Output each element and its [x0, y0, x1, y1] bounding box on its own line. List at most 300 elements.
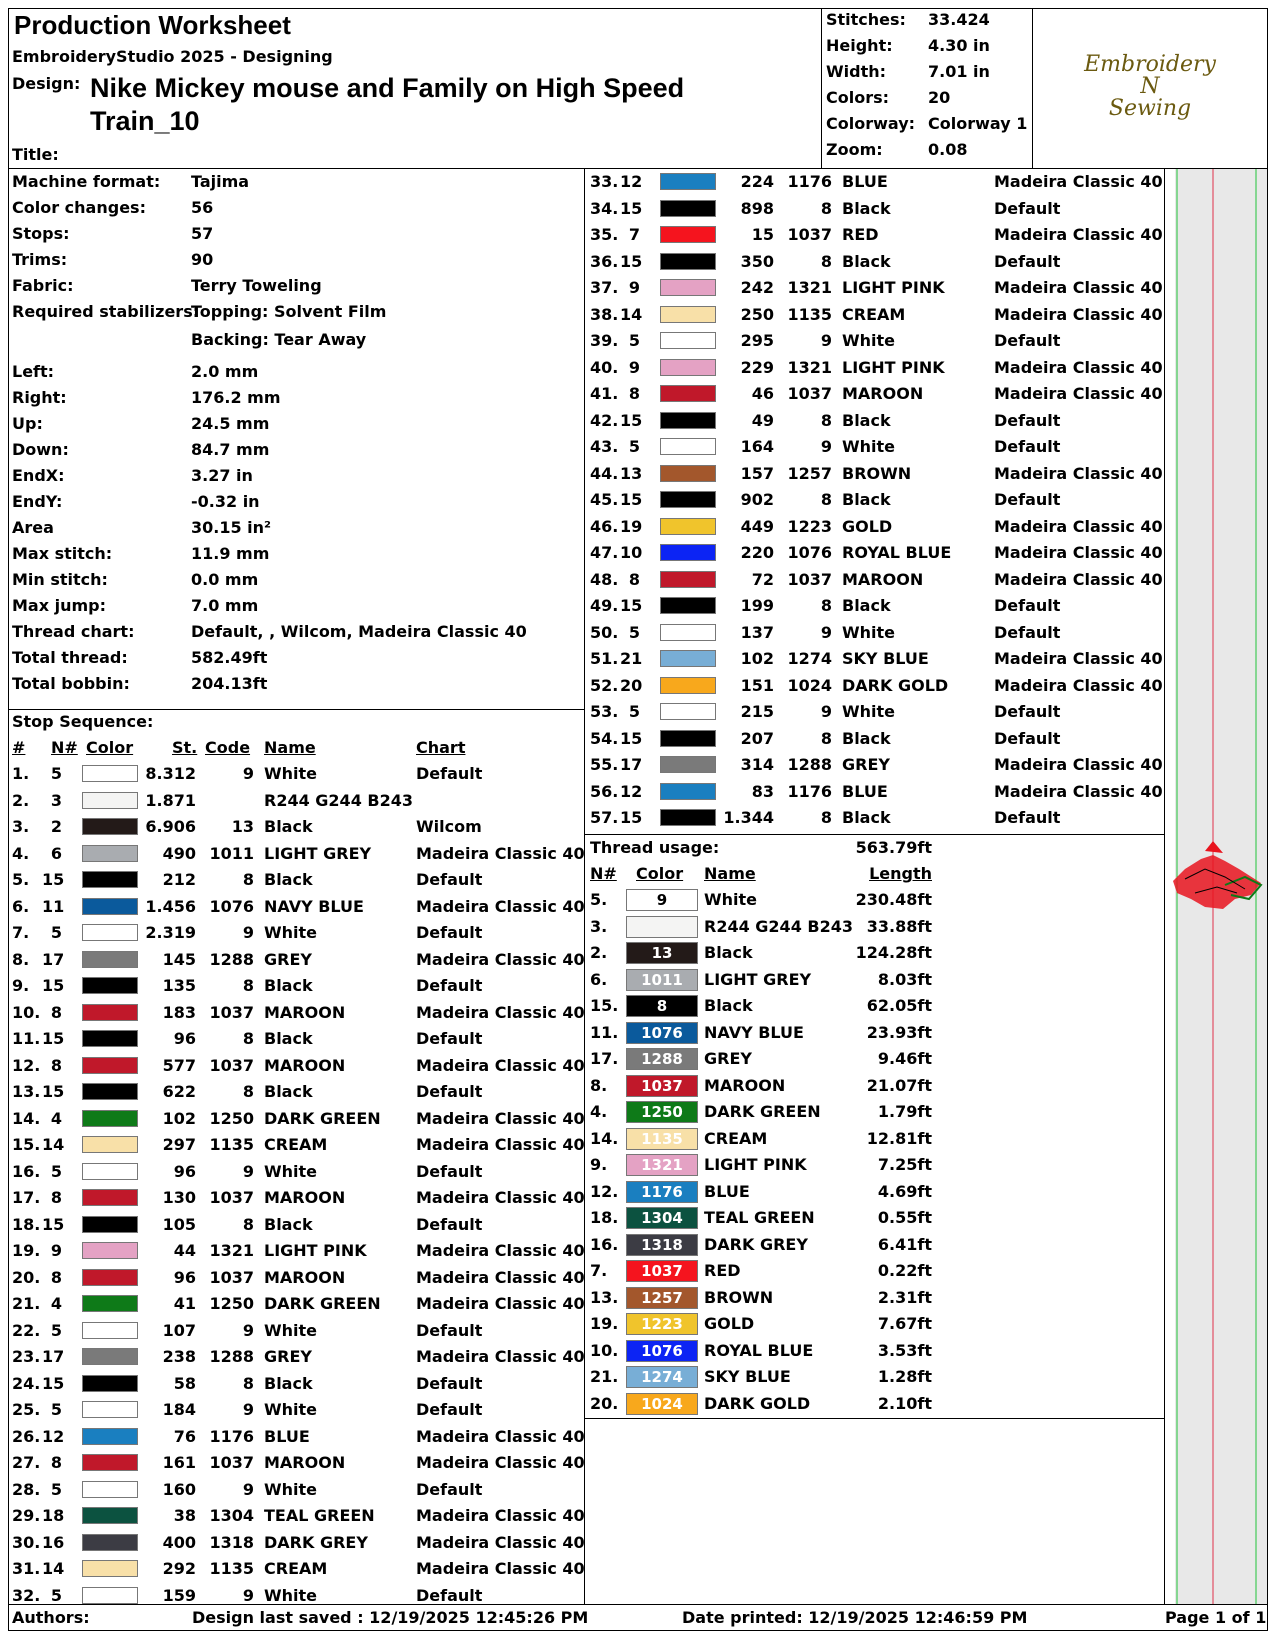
thread-color-swatch: 1321	[626, 1154, 698, 1176]
stat-value: Colorway 1	[928, 114, 1028, 133]
thread-color-swatch: 1076	[626, 1022, 698, 1044]
stop-color-swatch	[82, 1269, 138, 1286]
stop-stitches: 157	[740, 463, 774, 483]
stop-color-swatch	[82, 1189, 138, 1206]
stop-color-swatch	[82, 951, 138, 968]
thread-needle: 14.	[590, 1128, 619, 1148]
stop-needle: 17	[42, 1347, 65, 1366]
stop-name: GREY	[264, 1347, 312, 1366]
stop-stitches: 1.871	[145, 790, 196, 810]
stop-code: 1250	[209, 1294, 254, 1313]
stop-stitches: 145	[162, 949, 196, 969]
stop-number: 57.	[590, 808, 619, 827]
stop-chart: Default	[994, 728, 1061, 748]
stop-needle: 17	[42, 949, 65, 969]
stop-needle: 15	[620, 410, 643, 430]
stop-code: 8	[242, 1082, 254, 1101]
info-value: 2.0 mm	[191, 362, 259, 381]
date-printed: Date printed: 12/19/2025 12:46:59 PM	[682, 1608, 1028, 1627]
stop-color-swatch	[660, 624, 716, 641]
stop-needle: 14	[620, 304, 643, 324]
info-value: Default, , Wilcom, Madeira Classic 40	[191, 622, 527, 641]
stop-code: 1304	[209, 1506, 254, 1525]
stop-needle: 9	[628, 278, 640, 297]
stop-number: 3.	[12, 817, 30, 836]
stop-stitches: 898	[740, 198, 774, 218]
stop-name: LIGHT PINK	[842, 278, 945, 297]
info-label: Required stabilizers:	[12, 302, 200, 321]
stop-name: White	[842, 702, 896, 721]
stop-code: 1037	[209, 1002, 254, 1022]
stop-color-swatch	[82, 1163, 138, 1180]
stop-stitches: 490	[162, 843, 196, 863]
stop-name: Black	[842, 198, 891, 218]
stop-color-swatch	[82, 977, 138, 994]
stop-stitches: 96	[173, 1161, 196, 1181]
stop-chart: Madeira Classic 40	[994, 649, 1163, 668]
stop-name: MAROON	[842, 384, 924, 403]
thread-needle: 19.	[590, 1314, 619, 1333]
stop-code: 8	[820, 490, 832, 509]
stop-color-swatch	[82, 1428, 138, 1445]
stop-needle: 6	[50, 843, 62, 863]
info-label: Down:	[12, 440, 69, 459]
stats-divider-left	[821, 8, 822, 169]
stop-code: 1176	[787, 781, 832, 801]
info-value: 57	[191, 224, 214, 243]
info-label: Up:	[12, 414, 43, 433]
authors-label: Authors:	[12, 1608, 90, 1627]
stop-chart: Default	[994, 410, 1061, 430]
stop-color-swatch	[660, 332, 716, 349]
thread-length: 23.93ft	[866, 1022, 932, 1042]
stop-color-swatch	[660, 703, 716, 720]
stop-chart: Default	[994, 622, 1061, 642]
stop-name: ROYAL BLUE	[842, 543, 952, 562]
stop-color-swatch	[82, 1004, 138, 1021]
info-label: Left:	[12, 362, 55, 381]
stop-color-swatch	[82, 898, 138, 915]
thread-length: 9.46ft	[877, 1049, 932, 1068]
info-label: Stops:	[12, 224, 70, 243]
stop-name: White	[264, 764, 318, 783]
stop-stitches: 1.456	[145, 896, 196, 916]
stop-number: 44.	[590, 463, 619, 483]
stop-color-swatch	[82, 871, 138, 888]
stop-name: DARK GOLD	[842, 675, 949, 695]
design-last-saved: Design last saved : 12/19/2025 12:45:26 PM	[192, 1608, 589, 1627]
stop-name: LIGHT GREY	[264, 843, 372, 863]
stop-number: 52.	[590, 675, 619, 695]
stop-needle: 5	[628, 331, 640, 350]
info-label: Total bobbin:	[12, 674, 130, 693]
stop-color-swatch	[660, 571, 716, 588]
stop-code: 1176	[209, 1426, 254, 1446]
stop-color-swatch	[660, 677, 716, 694]
stop-name: BLUE	[842, 172, 888, 191]
stop-number: 39.	[590, 331, 619, 350]
stop-chart: Madeira Classic 40	[416, 1559, 585, 1578]
info-value: Backing: Tear Away	[191, 330, 367, 349]
stop-needle: 5	[50, 1320, 62, 1340]
stop-chart: Default	[994, 702, 1061, 721]
stop-name: Black	[264, 976, 313, 995]
stop-color-swatch	[82, 1587, 138, 1604]
stop-needle: 5	[628, 622, 640, 642]
stop-chart: Madeira Classic 40	[994, 755, 1163, 774]
thread-length: 8.03ft	[877, 969, 932, 989]
stat-label: Width:	[826, 62, 887, 81]
col-n-header: N#	[51, 738, 78, 757]
stop-needle: 15	[620, 490, 643, 509]
stop-stitches: 295	[740, 331, 774, 350]
thread-length: 7.67ft	[877, 1314, 932, 1333]
stop-number: 13.	[12, 1082, 41, 1101]
stop-color-swatch	[82, 1560, 138, 1577]
stats-divider-right	[1032, 8, 1033, 169]
info-divider	[8, 709, 585, 710]
info-value: 204.13ft	[191, 674, 268, 693]
stop-color-swatch	[82, 1295, 138, 1312]
stop-name: Black	[264, 870, 313, 889]
stop-chart: Madeira Classic 40	[416, 843, 585, 863]
stop-name: White	[264, 1479, 318, 1499]
stat-value: 33.424	[928, 10, 990, 29]
thread-color-swatch	[626, 916, 698, 938]
stop-name: MAROON	[264, 1055, 346, 1075]
stop-stitches: 212	[162, 870, 196, 889]
stop-code: 1250	[209, 1108, 254, 1128]
stop-needle: 5	[50, 1400, 62, 1419]
stat-value: 7.01 in	[928, 62, 990, 81]
stop-chart: Default	[416, 1029, 483, 1048]
stop-code: 8	[242, 1373, 254, 1393]
stop-number: 7.	[12, 923, 30, 942]
col-code-header: Code	[205, 738, 251, 757]
frame-bottom	[8, 1630, 1268, 1631]
info-value: 176.2 mm	[191, 388, 281, 407]
stop-number: 51.	[590, 649, 619, 668]
stop-code: 1288	[209, 949, 254, 969]
stop-code: 8	[820, 410, 832, 430]
stop-number: 45.	[590, 490, 619, 509]
stop-name: White	[842, 622, 896, 642]
thread-name: Black	[704, 996, 753, 1015]
thread-color-swatch: 1011	[626, 969, 698, 991]
thread-name: MAROON	[704, 1075, 786, 1095]
stop-color-swatch	[82, 1136, 138, 1153]
stop-code: 1288	[787, 755, 832, 774]
stop-name: MAROON	[264, 1267, 346, 1287]
stop-name: BROWN	[842, 463, 912, 483]
stop-stitches: 164	[740, 437, 774, 456]
stop-chart: Default	[416, 870, 483, 889]
thread-length: 33.88ft	[866, 916, 932, 936]
stop-number: 42.	[590, 410, 619, 430]
stop-number: 27.	[12, 1453, 41, 1472]
info-label: Color changes:	[12, 198, 146, 217]
stop-name: GOLD	[842, 516, 893, 536]
stop-needle: 11	[42, 896, 65, 916]
stop-name: White	[264, 1320, 318, 1340]
thread-length: 230.48ft	[855, 890, 932, 909]
stop-name: SKY BLUE	[842, 649, 929, 668]
stop-chart: Madeira Classic 40	[416, 1135, 585, 1154]
col-num-header: #	[12, 738, 26, 757]
stop-number: 49.	[590, 596, 619, 615]
thread-length: 2.31ft	[877, 1287, 932, 1307]
stop-stitches: 15	[751, 225, 774, 244]
stop-number: 31.	[12, 1559, 41, 1578]
stop-needle: 21	[620, 649, 643, 668]
stop-name: CREAM	[264, 1559, 328, 1578]
thread-needle: 15.	[590, 996, 619, 1015]
stop-name: DARK GREEN	[264, 1108, 381, 1128]
stop-chart: Default	[416, 923, 483, 942]
stop-needle: 7	[628, 225, 640, 244]
stop-code: 8	[820, 251, 832, 271]
logo	[1034, 50, 1266, 130]
stop-color-swatch	[660, 783, 716, 800]
stop-needle: 16	[42, 1532, 65, 1552]
stop-code: 9	[242, 1585, 254, 1605]
stop-color-swatch	[82, 765, 138, 782]
stop-color-swatch	[660, 544, 716, 561]
stop-number: 35.	[590, 225, 619, 244]
stop-stitches: 183	[162, 1002, 196, 1022]
stop-name: BLUE	[264, 1426, 310, 1446]
stat-label: Colors:	[826, 88, 890, 107]
stop-needle: 5	[50, 923, 62, 942]
stop-number: 21.	[12, 1294, 41, 1313]
stop-color-swatch	[660, 650, 716, 667]
stop-number: 6.	[12, 896, 30, 916]
stop-code: 1321	[787, 357, 832, 377]
info-value: 0.0 mm	[191, 570, 259, 589]
stop-needle: 15	[620, 728, 643, 748]
thread-name: DARK GOLD	[704, 1393, 811, 1413]
stop-code: 8	[242, 976, 254, 995]
stop-code: 1135	[209, 1559, 254, 1578]
logo-line-3: Sewing	[1108, 96, 1192, 121]
tu-color-header: Color	[636, 864, 684, 883]
stop-needle: 8	[628, 384, 640, 403]
stop-stitches: 161	[162, 1453, 196, 1472]
stop-code: 9	[242, 764, 254, 783]
stop-name: Black	[264, 1214, 313, 1234]
info-label: Fabric:	[12, 276, 74, 295]
stop-needle: 15	[620, 251, 643, 271]
stop-code: 1135	[209, 1135, 254, 1154]
stop-chart: Madeira Classic 40	[994, 304, 1163, 324]
stop-color-swatch	[82, 1057, 138, 1074]
stop-needle: 15	[42, 976, 65, 995]
stop-color-swatch	[660, 412, 716, 429]
stop-needle: 12	[620, 172, 643, 191]
stop-name: RED	[842, 225, 879, 244]
thread-length: 4.69ft	[877, 1181, 932, 1201]
stop-chart: Default	[994, 808, 1061, 827]
stop-name: MAROON	[264, 1453, 346, 1472]
stop-name: DARK GREEN	[264, 1294, 381, 1313]
stop-needle: 15	[42, 1029, 65, 1048]
stop-color-swatch	[660, 306, 716, 323]
stop-number: 9.	[12, 976, 30, 995]
stop-stitches: 135	[162, 976, 196, 995]
stop-needle: 8	[50, 1453, 62, 1472]
stop-color-swatch	[82, 1216, 138, 1233]
col-st-header: St.	[172, 738, 198, 757]
stop-stitches: 199	[740, 596, 774, 615]
info-value: 11.9 mm	[191, 544, 270, 563]
stop-stitches: 215	[740, 702, 774, 721]
stat-label: Colorway:	[826, 114, 916, 133]
info-label: Right:	[12, 388, 67, 407]
stop-stitches: 83	[751, 781, 774, 801]
stop-needle: 8	[50, 1267, 62, 1287]
stop-name: Black	[264, 1373, 313, 1393]
stop-stitches: 622	[162, 1082, 196, 1101]
stop-chart: Madeira Classic 40	[416, 896, 585, 916]
info-value: Terry Toweling	[191, 276, 322, 295]
stop-number: 34.	[590, 198, 619, 218]
info-label: Trims:	[12, 250, 68, 269]
thread-needle: 10.	[590, 1340, 619, 1360]
thread-needle: 17.	[590, 1049, 619, 1068]
thread-needle: 12.	[590, 1181, 619, 1201]
thread-name: SKY BLUE	[704, 1367, 791, 1386]
stop-stitches: 238	[162, 1347, 196, 1366]
stop-stitches: 159	[162, 1585, 196, 1605]
stop-needle: 4	[50, 1294, 62, 1313]
stop-color-swatch	[82, 1454, 138, 1471]
stop-stitches: 160	[162, 1479, 196, 1499]
stop-name: MAROON	[264, 1002, 346, 1022]
stop-number: 4.	[12, 843, 30, 863]
stop-number: 23.	[12, 1347, 41, 1366]
stop-number: 55.	[590, 755, 619, 774]
stop-stitches: 130	[162, 1188, 196, 1207]
stop-code: 9	[820, 622, 832, 642]
stop-code: 1037	[209, 1267, 254, 1287]
stop-stitches: 105	[162, 1214, 196, 1234]
frame-left	[8, 8, 9, 1631]
stop-stitches: 102	[740, 649, 774, 668]
thread-needle: 16.	[590, 1234, 619, 1254]
stop-number: 8.	[12, 949, 30, 969]
stop-number: 28.	[12, 1479, 41, 1499]
logo-line-2: N	[1140, 74, 1160, 99]
page-number: Page 1 of 1	[1165, 1608, 1267, 1627]
stop-name: GREY	[842, 755, 890, 774]
info-label: Machine format:	[12, 172, 161, 191]
info-value: -0.32 in	[191, 492, 260, 511]
stop-number: 46.	[590, 516, 619, 536]
stop-stitches: 58	[173, 1373, 196, 1393]
stop-needle: 8	[50, 1055, 62, 1075]
tu-length-header: Length	[869, 864, 932, 883]
thread-color-swatch: 1076	[626, 1340, 698, 1362]
stop-code: 9	[242, 1320, 254, 1340]
thread-needle: 13.	[590, 1287, 619, 1307]
stop-name: CREAM	[842, 304, 906, 324]
thread-name: ROYAL BLUE	[704, 1340, 814, 1360]
stop-chart: Madeira Classic 40	[416, 1108, 585, 1128]
stop-stitches: 76	[173, 1426, 196, 1446]
stop-chart: Madeira Classic 40	[994, 569, 1163, 589]
stop-needle: 15	[620, 808, 643, 827]
stop-needle: 3	[50, 790, 62, 810]
stop-chart: Madeira Classic 40	[994, 543, 1163, 562]
thread-name: DARK GREY	[704, 1234, 808, 1254]
stop-stitches: 96	[173, 1267, 196, 1287]
stop-stitches: 46	[751, 384, 774, 403]
stop-name: White	[264, 1161, 318, 1181]
stop-color-swatch	[82, 818, 138, 835]
thread-length: 0.22ft	[877, 1261, 932, 1280]
thread-color-swatch: 8	[626, 995, 698, 1017]
stop-stitches: 49	[751, 410, 774, 430]
stop-color-swatch	[660, 465, 716, 482]
info-value: 24.5 mm	[191, 414, 270, 433]
stop-chart: Madeira Classic 40	[994, 781, 1163, 801]
stop-name: White	[842, 437, 896, 456]
thread-needle: 5.	[590, 890, 608, 909]
info-value: 90	[191, 250, 214, 269]
thread-color-swatch: 1037	[626, 1260, 698, 1282]
stop-needle: 5	[628, 437, 640, 456]
stop-sequence-label: Stop Sequence:	[12, 712, 154, 731]
tu-n-header: N#	[590, 864, 617, 883]
thread-length: 7.25ft	[877, 1155, 932, 1174]
thread-name: White	[704, 890, 758, 909]
stop-chart: Default	[416, 1400, 483, 1419]
thread-color-swatch: 1024	[626, 1393, 698, 1415]
tu-name-header: Name	[704, 864, 756, 883]
stop-name: Black	[842, 490, 891, 509]
info-label: Max stitch:	[12, 544, 113, 563]
stat-label: Zoom:	[826, 140, 883, 159]
preview-canvas	[1165, 169, 1267, 1604]
stop-color-swatch	[82, 1534, 138, 1551]
info-value: 582.49ft	[191, 648, 268, 667]
stop-number: 17.	[12, 1188, 41, 1207]
stop-number: 41.	[590, 384, 619, 403]
thread-name: RED	[704, 1261, 741, 1280]
thread-needle: 7.	[590, 1261, 608, 1280]
stop-color-swatch	[660, 730, 716, 747]
stop-stitches: 41	[173, 1294, 196, 1313]
thread-needle: 21.	[590, 1367, 619, 1386]
stop-color-swatch	[660, 491, 716, 508]
stop-chart: Default	[416, 1479, 483, 1499]
stop-code: 1024	[787, 675, 832, 695]
stop-color-swatch	[660, 226, 716, 243]
stop-chart: Madeira Classic 40	[416, 1453, 585, 1472]
stop-code: 1321	[209, 1241, 254, 1260]
stop-name: GREY	[264, 949, 312, 969]
stop-needle: 14	[42, 1559, 65, 1578]
stop-name: Black	[842, 808, 891, 827]
stop-color-swatch	[82, 1030, 138, 1047]
thread-needle: 3.	[590, 916, 608, 936]
stop-name: TEAL GREEN	[264, 1506, 375, 1525]
stop-name: BLUE	[842, 781, 888, 801]
thread-color-swatch: 1304	[626, 1207, 698, 1229]
thread-name: R244 G244 B243	[704, 916, 853, 936]
stop-number: 50.	[590, 622, 619, 642]
stop-code: 1257	[787, 463, 832, 483]
